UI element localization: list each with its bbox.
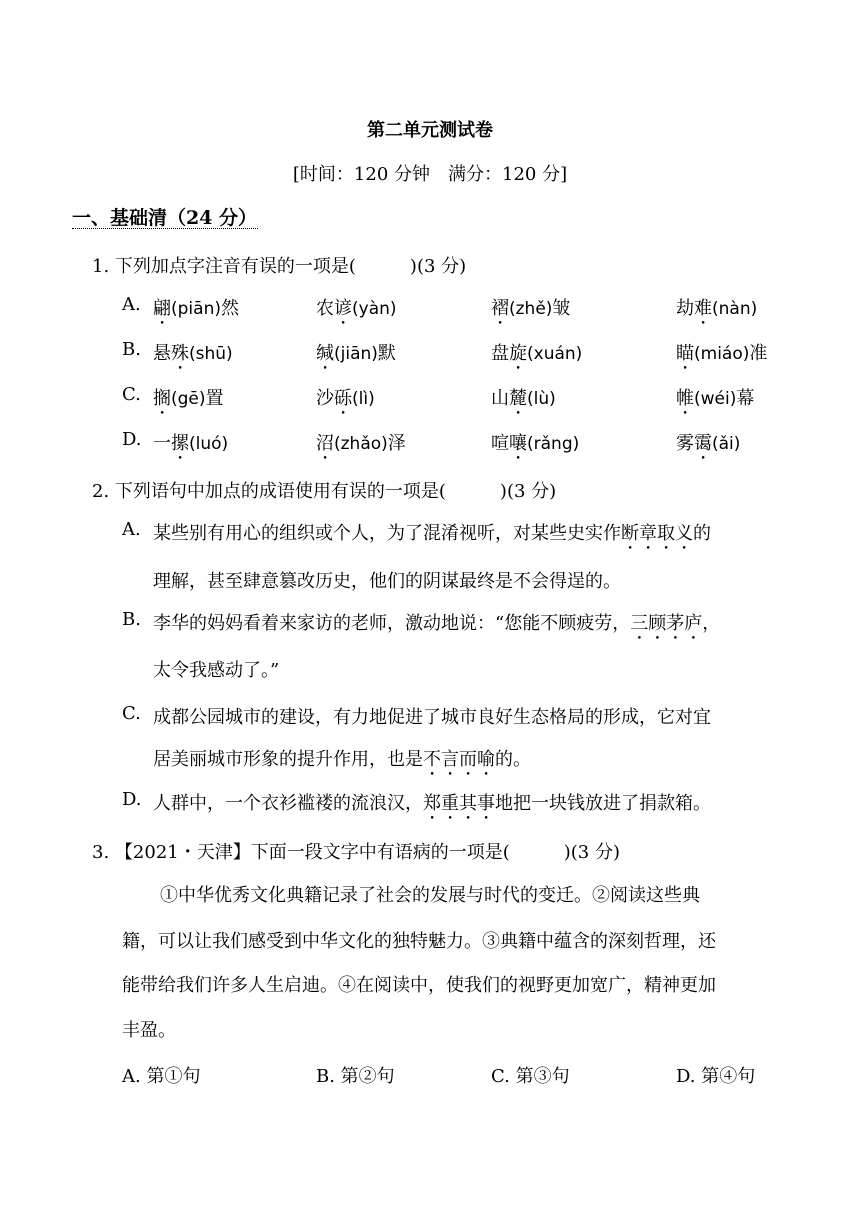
q2-option-c-line2: 居美丽城市形象的提升作用，也是不言而喻的。 xyxy=(153,749,531,770)
section-underline xyxy=(72,228,258,229)
q2-stem: 2. 下列语句中加点的成语使用有误的一项是( )(3 分) xyxy=(92,481,557,502)
q1-d-item-1: 一摞(luó) xyxy=(153,433,229,454)
q3-source-region: 天津 xyxy=(196,842,233,863)
q2-option-b-letter: B. xyxy=(122,609,141,630)
q1-option-b-letter: B. xyxy=(122,339,141,360)
q1-option-d-letter: D. xyxy=(122,429,142,450)
q3-paragraph-line-2: 籍，可以让我们感受到中华文化的独特魅力。③典籍中蕴含的深刻哲理，还 xyxy=(122,931,716,952)
section-heading: 一、基础清（24 分） xyxy=(72,207,258,229)
q2-option-c-letter: C. xyxy=(122,703,141,724)
q3-option-a: A. 第①句 xyxy=(122,1066,201,1087)
q3-option-c: C. 第③句 xyxy=(491,1066,570,1087)
q1-c-item-3: 山麓(lù) xyxy=(491,388,556,409)
q2-option-a-line1: 某些别有用心的组织或个人，为了混淆视听，对某些史实作断章取义的 xyxy=(153,523,711,544)
page-title: 第二单元测试卷 xyxy=(367,120,493,141)
q1-c-item-2: 沙砾(lì) xyxy=(316,388,375,409)
q3-paragraph-line-4: 丰盈。 xyxy=(122,1020,176,1041)
q1-stem: 1. 下列加点字注音有误的一项是( )(3 分) xyxy=(92,256,467,277)
q1-option-a-letter: A. xyxy=(122,294,141,315)
q1-c-item-1: 搁(gē)置 xyxy=(153,388,224,409)
q2-option-b-line1: 李华的妈妈看着来家访的老师，激动地说：“您能不顾疲劳，三顾茅庐， xyxy=(153,613,721,634)
q3-option-d: D. 第④句 xyxy=(676,1066,756,1087)
q1-a-item-4: 劫难(nàn) xyxy=(676,298,758,319)
q2-option-d-line1: 人群中，一个衣衫褴褛的流浪汉，郑重其事地把一块钱放进了捐款箱。 xyxy=(153,793,711,814)
q1-a-item-1: 翩(piān)然 xyxy=(153,298,239,319)
q1-b-item-2: 缄(jiān)默 xyxy=(316,343,396,364)
q1-b-item-4: 瞄(miáo)准 xyxy=(676,343,768,364)
q1-d-item-3: 喧嚷(rǎng) xyxy=(491,433,580,454)
exam-time-score: [时间：120 分钟 满分：120 分] xyxy=(292,164,568,185)
q3-paragraph-line-1: ①中华优秀文化典籍记录了社会的发展与时代的变迁。②阅读这些典 xyxy=(160,885,700,906)
q2-option-a-line2: 理解，甚至肆意篡改历史，他们的阴谋最终是不会得逞的。 xyxy=(153,571,621,592)
q2-option-a-letter: A. xyxy=(122,519,141,540)
q1-d-item-4: 雾霭(ǎi) xyxy=(676,433,741,454)
q1-a-item-3: 褶(zhě)皱 xyxy=(491,298,571,319)
q1-d-item-2: 沼(zhǎo)泽 xyxy=(316,433,406,454)
q1-b-item-3: 盘旋(xuán) xyxy=(491,343,583,364)
q3-option-b: B. 第②句 xyxy=(316,1066,395,1087)
q1-a-item-2: 农谚(yàn) xyxy=(316,298,397,319)
q2-option-d-letter: D. xyxy=(122,789,142,810)
q1-option-c-letter: C. xyxy=(122,384,141,405)
q2-option-b-line2: 太令我感动了。” xyxy=(153,660,280,681)
q1-c-item-4: 帷(wéi)幕 xyxy=(676,388,755,409)
q1-b-item-1: 悬殊(shū) xyxy=(153,343,233,364)
q3-stem: 3. 【2021・天津】下面一段文字中有语病的一项是( )(3 分) xyxy=(92,842,620,863)
q2-option-c-line1: 成都公园城市的建设，有力地促进了城市良好生态格局的形成，它对宜 xyxy=(153,707,711,728)
q3-paragraph-line-3: 能带给我们许多人生启迪。④在阅读中，使我们的视野更加宽广，精神更加 xyxy=(122,975,716,996)
